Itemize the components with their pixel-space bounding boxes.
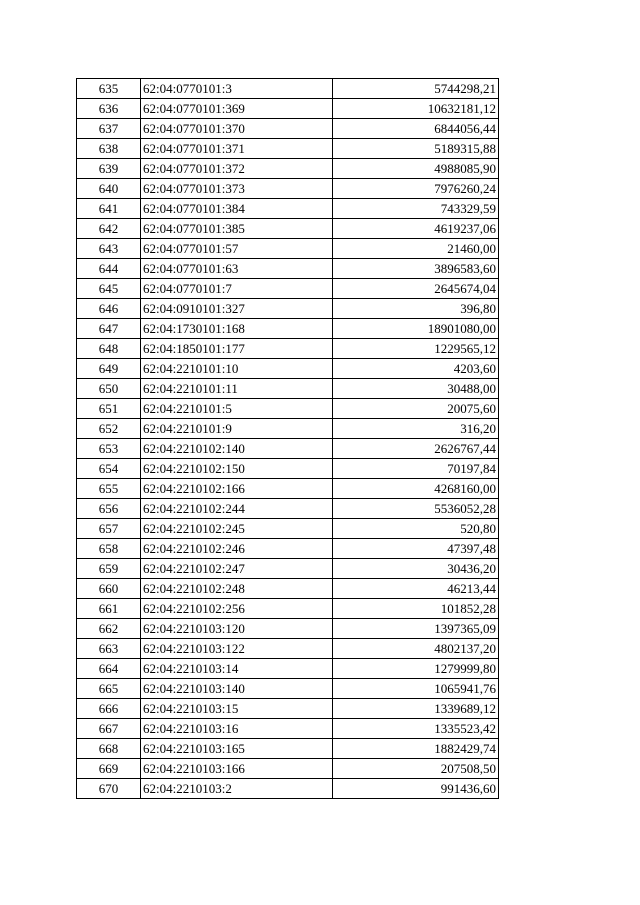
cadastral-value-cell: 2645674,04 [333,279,499,299]
cadastral-value-cell: 1339689,12 [333,699,499,719]
cadastral-value-cell: 5536052,28 [333,499,499,519]
cadastral-value-cell: 30488,00 [333,379,499,399]
cadastral-value-cell: 1335523,42 [333,719,499,739]
row-number-cell: 658 [77,539,141,559]
table-row [77,299,499,319]
cadastral-number-cell: 62:04:2210102:150 [141,459,333,479]
row-number-cell: 660 [77,579,141,599]
cadastral-number-cell: 62:04:0770101:369 [141,99,333,119]
cadastral-number-cell: 62:04:2210102:166 [141,479,333,499]
row-number-cell: 645 [77,279,141,299]
cadastral-value-cell: 18901080,00 [333,319,499,339]
table-row [77,139,499,159]
cadastral-number-cell: 62:04:2210102:244 [141,499,333,519]
table-row [77,779,499,799]
table-row [77,759,499,779]
cadastral-value-cell: 4988085,90 [333,159,499,179]
table-row [77,459,499,479]
cadastral-value-cell: 3896583,60 [333,259,499,279]
row-number-cell: 661 [77,599,141,619]
row-number-cell: 636 [77,99,141,119]
cadastral-number-cell: 62:04:2210102:245 [141,519,333,539]
cadastral-value-cell: 4802137,20 [333,639,499,659]
cadastral-value-cell: 70197,84 [333,459,499,479]
table-row [77,339,499,359]
table-row [77,279,499,299]
table-row [77,119,499,139]
table-row [77,499,499,519]
table-row [77,639,499,659]
table-row [77,399,499,419]
cadastral-number-cell: 62:04:2210102:246 [141,539,333,559]
table-row [77,319,499,339]
row-number-cell: 657 [77,519,141,539]
row-number-cell: 641 [77,199,141,219]
table-row [77,659,499,679]
row-number-cell: 670 [77,779,141,799]
table-row [77,379,499,399]
cadastral-value-cell: 5189315,88 [333,139,499,159]
cadastral-number-cell: 62:04:2210102:247 [141,559,333,579]
row-number-cell: 666 [77,699,141,719]
cadastral-value-cell: 101852,28 [333,599,499,619]
cadastral-value-cell: 20075,60 [333,399,499,419]
cadastral-number-cell: 62:04:2210103:15 [141,699,333,719]
table-row [77,219,499,239]
row-number-cell: 637 [77,119,141,139]
cadastral-number-cell: 62:04:2210103:2 [141,779,333,799]
cadastral-value-cell: 207508,50 [333,759,499,779]
row-number-cell: 668 [77,739,141,759]
cadastral-number-cell: 62:04:2210103:166 [141,759,333,779]
cadastral-number-cell: 62:04:0770101:370 [141,119,333,139]
row-number-cell: 667 [77,719,141,739]
cadastral-number-cell: 62:04:0770101:372 [141,159,333,179]
cadastral-number-cell: 62:04:2210101:9 [141,419,333,439]
row-number-cell: 654 [77,459,141,479]
row-number-cell: 640 [77,179,141,199]
cadastral-value-cell: 520,80 [333,519,499,539]
table-row [77,159,499,179]
table-row [77,599,499,619]
row-number-cell: 653 [77,439,141,459]
cadastral-value-cell: 21460,00 [333,239,499,259]
cadastral-value-cell: 316,20 [333,419,499,439]
row-number-cell: 664 [77,659,141,679]
row-number-cell: 646 [77,299,141,319]
table-row [77,99,499,119]
row-number-cell: 639 [77,159,141,179]
cadastral-value-cell: 47397,48 [333,539,499,559]
cadastral-value-cell: 7976260,24 [333,179,499,199]
table-row [77,579,499,599]
table-row [77,619,499,639]
row-number-cell: 652 [77,419,141,439]
row-number-cell: 665 [77,679,141,699]
cadastral-number-cell: 62:04:0770101:385 [141,219,333,239]
row-number-cell: 650 [77,379,141,399]
table-row [77,439,499,459]
cadastral-number-cell: 62:04:2210103:14 [141,659,333,679]
row-number-cell: 662 [77,619,141,639]
row-number-cell: 648 [77,339,141,359]
table-row [77,739,499,759]
table-row [77,539,499,559]
cadastral-number-cell: 62:04:0770101:384 [141,199,333,219]
cadastral-number-cell: 62:04:2210103:120 [141,619,333,639]
cadastral-value-cell: 6844056,44 [333,119,499,139]
cadastral-value-cell: 5744298,21 [333,79,499,99]
row-number-cell: 659 [77,559,141,579]
cadastral-value-cell: 4268160,00 [333,479,499,499]
cadastral-number-cell: 62:04:0770101:7 [141,279,333,299]
row-number-cell: 649 [77,359,141,379]
row-number-cell: 635 [77,79,141,99]
row-number-cell: 656 [77,499,141,519]
cadastral-number-cell: 62:04:2210102:248 [141,579,333,599]
row-number-cell: 669 [77,759,141,779]
cadastral-value-table [76,78,499,799]
table-row [77,699,499,719]
cadastral-number-cell: 62:04:2210101:5 [141,399,333,419]
row-number-cell: 655 [77,479,141,499]
cadastral-value-cell: 1882429,74 [333,739,499,759]
cadastral-value-cell: 4203,60 [333,359,499,379]
cadastral-number-cell: 62:04:0770101:63 [141,259,333,279]
cadastral-number-cell: 62:04:2210103:122 [141,639,333,659]
table-row [77,359,499,379]
cadastral-value-cell: 396,80 [333,299,499,319]
table-row [77,259,499,279]
row-number-cell: 642 [77,219,141,239]
cadastral-number-cell: 62:04:1730101:168 [141,319,333,339]
cadastral-value-cell: 2626767,44 [333,439,499,459]
cadastral-value-cell: 1397365,09 [333,619,499,639]
row-number-cell: 638 [77,139,141,159]
cadastral-value-cell: 1229565,12 [333,339,499,359]
cadastral-number-cell: 62:04:2210102:256 [141,599,333,619]
row-number-cell: 647 [77,319,141,339]
cadastral-number-cell: 62:04:0910101:327 [141,299,333,319]
cadastral-value-cell: 4619237,06 [333,219,499,239]
cadastral-number-cell: 62:04:1850101:177 [141,339,333,359]
cadastral-value-cell: 1065941,76 [333,679,499,699]
cadastral-number-cell: 62:04:0770101:3 [141,79,333,99]
table-row [77,179,499,199]
cadastral-number-cell: 62:04:0770101:57 [141,239,333,259]
table-body [77,79,499,799]
cadastral-number-cell: 62:04:2210103:16 [141,719,333,739]
cadastral-value-cell: 10632181,12 [333,99,499,119]
cadastral-number-cell: 62:04:2210101:11 [141,379,333,399]
cadastral-number-cell: 62:04:0770101:371 [141,139,333,159]
row-number-cell: 643 [77,239,141,259]
cadastral-value-cell: 1279999,80 [333,659,499,679]
cadastral-value-cell: 743329,59 [333,199,499,219]
cadastral-value-cell: 30436,20 [333,559,499,579]
row-number-cell: 651 [77,399,141,419]
cadastral-number-cell: 62:04:0770101:373 [141,179,333,199]
cadastral-number-cell: 62:04:2210102:140 [141,439,333,459]
table-row [77,519,499,539]
cadastral-value-cell: 46213,44 [333,579,499,599]
row-number-cell: 663 [77,639,141,659]
cadastral-number-cell: 62:04:2210103:165 [141,739,333,759]
table-row [77,79,499,99]
table-row [77,679,499,699]
table-row [77,479,499,499]
cadastral-number-cell: 62:04:2210103:140 [141,679,333,699]
table-row [77,239,499,259]
cadastral-value-cell: 991436,60 [333,779,499,799]
table-row [77,199,499,219]
table-row [77,419,499,439]
table-row [77,559,499,579]
row-number-cell: 644 [77,259,141,279]
cadastral-number-cell: 62:04:2210101:10 [141,359,333,379]
table-row [77,719,499,739]
